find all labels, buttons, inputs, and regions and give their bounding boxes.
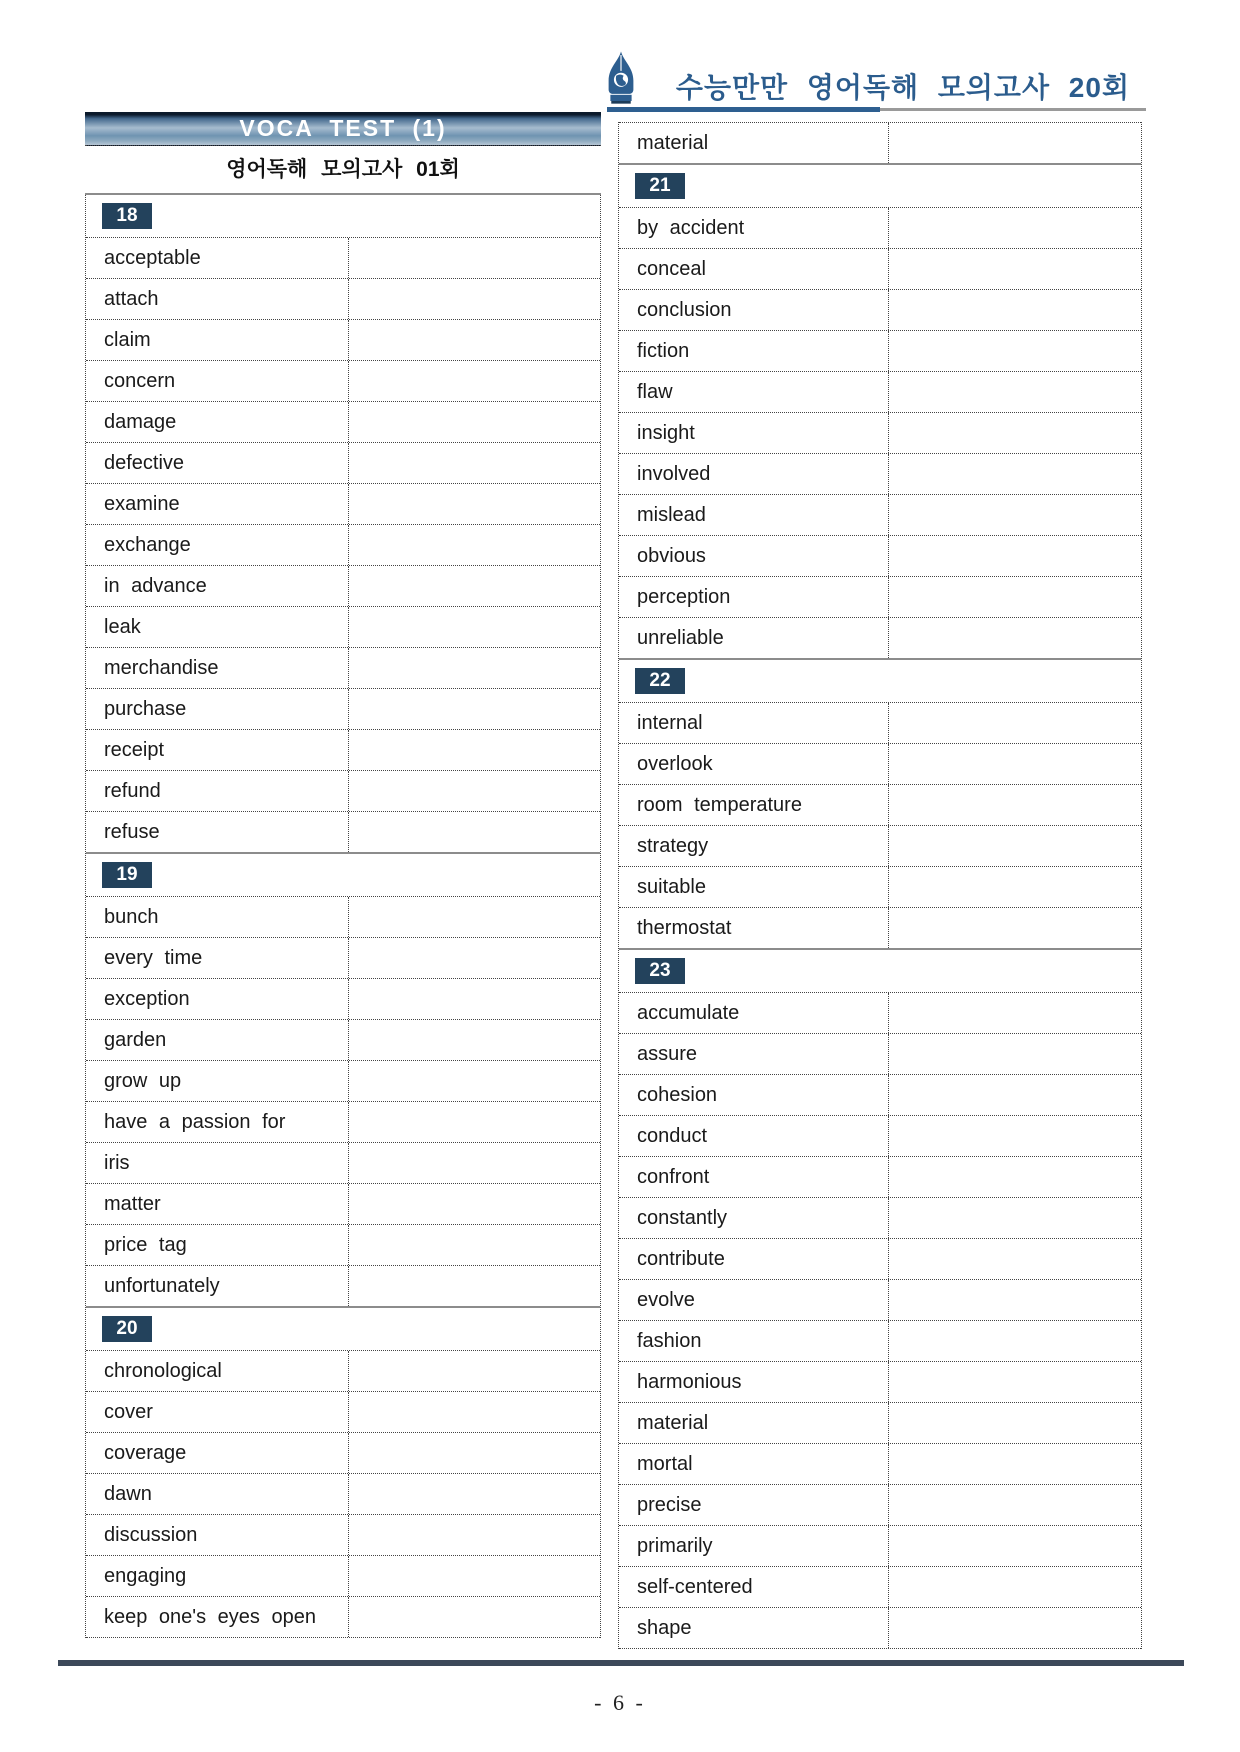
vocab-word: conduct xyxy=(619,1116,889,1156)
answer-cell xyxy=(889,1444,1141,1484)
vocab-row xyxy=(619,1362,1141,1403)
vocab-row xyxy=(86,1225,600,1266)
vocab-word: insight xyxy=(619,413,889,453)
answer-cell xyxy=(349,607,600,647)
vocab-word: coverage xyxy=(86,1433,349,1473)
answer-cell xyxy=(889,1526,1141,1566)
answer-cell xyxy=(889,123,1141,163)
vocab-row xyxy=(619,249,1141,290)
vocab-word: matter xyxy=(86,1184,349,1224)
answer-cell xyxy=(889,290,1141,330)
right-vocab-table xyxy=(618,122,1142,1649)
vocab-word: assure xyxy=(619,1034,889,1074)
vocab-word: in advance xyxy=(86,566,349,606)
answer-cell xyxy=(889,495,1141,535)
answer-cell xyxy=(889,208,1141,248)
vocab-row xyxy=(86,320,600,361)
vocab-word: primarily xyxy=(619,1526,889,1566)
vocab-word: fashion xyxy=(619,1321,889,1361)
vocab-word: purchase xyxy=(86,689,349,729)
vocab-word: harmonious xyxy=(619,1362,889,1402)
answer-cell xyxy=(889,1403,1141,1443)
vocab-word: constantly xyxy=(619,1198,889,1238)
vocab-row xyxy=(86,812,600,852)
vocab-row xyxy=(619,495,1141,536)
vocab-row xyxy=(86,1184,600,1225)
answer-cell xyxy=(349,938,600,978)
vocab-row xyxy=(619,208,1141,249)
vocab-row xyxy=(86,1020,600,1061)
answer-cell xyxy=(349,1597,600,1637)
answer-cell xyxy=(349,1102,600,1142)
answer-cell xyxy=(349,484,600,524)
answer-cell xyxy=(889,993,1141,1033)
answer-cell xyxy=(349,648,600,688)
answer-cell xyxy=(349,1556,600,1596)
answer-cell xyxy=(349,320,600,360)
answer-cell xyxy=(889,1321,1141,1361)
vocab-row xyxy=(86,648,600,689)
section-badge: 21 xyxy=(635,173,685,199)
vocab-row xyxy=(86,279,600,320)
answer-cell xyxy=(889,1362,1141,1402)
vocab-row xyxy=(619,993,1141,1034)
section-badge: 23 xyxy=(635,958,685,984)
vocab-row xyxy=(619,1239,1141,1280)
vocab-row xyxy=(619,1526,1141,1567)
vocab-row xyxy=(86,1515,600,1556)
vocab-word: have a passion for xyxy=(86,1102,349,1142)
vocab-word: internal xyxy=(619,703,889,743)
left-column xyxy=(85,112,601,1638)
answer-cell xyxy=(889,249,1141,289)
vocab-word: receipt xyxy=(86,730,349,770)
vocab-row xyxy=(619,413,1141,454)
vocab-row xyxy=(86,1143,600,1184)
answer-cell xyxy=(349,1474,600,1514)
vocab-word: examine xyxy=(86,484,349,524)
vocab-row xyxy=(619,1075,1141,1116)
vocab-word: perception xyxy=(619,577,889,617)
page-number: - 6 - xyxy=(594,1690,646,1715)
vocab-word: refuse xyxy=(86,812,349,852)
vocab-row xyxy=(86,938,600,979)
answer-cell xyxy=(889,331,1141,371)
vocab-word: room temperature xyxy=(619,785,889,825)
vocab-row xyxy=(619,290,1141,331)
answer-cell xyxy=(349,1061,600,1101)
answer-cell xyxy=(349,525,600,565)
section-badge: 19 xyxy=(102,862,152,888)
vocab-word: cohesion xyxy=(619,1075,889,1115)
vocab-word: price tag xyxy=(86,1225,349,1265)
vocab-word: bunch xyxy=(86,897,349,937)
answer-cell xyxy=(349,361,600,401)
answer-cell xyxy=(349,730,600,770)
vocab-row xyxy=(619,1567,1141,1608)
vocab-word: accumulate xyxy=(619,993,889,1033)
vocab-row xyxy=(619,1444,1141,1485)
vocab-row xyxy=(619,577,1141,618)
vocab-word: mislead xyxy=(619,495,889,535)
vocab-row xyxy=(619,536,1141,577)
vocab-row xyxy=(619,1608,1141,1648)
section-badge-row xyxy=(86,854,600,896)
vocab-word: every time xyxy=(86,938,349,978)
vocab-row xyxy=(619,454,1141,495)
vocab-row xyxy=(619,1034,1141,1075)
vocab-word: material xyxy=(619,123,889,163)
vocab-word: attach xyxy=(86,279,349,319)
vocab-row xyxy=(619,618,1141,658)
answer-cell xyxy=(889,1485,1141,1525)
answer-cell xyxy=(889,785,1141,825)
vocab-word: contribute xyxy=(619,1239,889,1279)
vocab-word: unfortunately xyxy=(86,1266,349,1306)
vocab-row xyxy=(86,402,600,443)
vocab-row xyxy=(619,703,1141,744)
answer-cell xyxy=(889,1198,1141,1238)
vocab-word: exchange xyxy=(86,525,349,565)
vocab-word: iris xyxy=(86,1143,349,1183)
answer-cell xyxy=(889,908,1141,948)
vocab-word: shape xyxy=(619,1608,889,1648)
vocab-word: claim xyxy=(86,320,349,360)
vocab-word: conceal xyxy=(619,249,889,289)
answer-cell xyxy=(349,566,600,606)
vocab-row xyxy=(619,1116,1141,1157)
vocab-row xyxy=(86,361,600,402)
answer-cell xyxy=(349,402,600,442)
vocab-word: evolve xyxy=(619,1280,889,1320)
vocab-row xyxy=(619,1280,1141,1321)
vocab-row xyxy=(86,730,600,771)
vocab-row xyxy=(86,771,600,812)
answer-cell xyxy=(349,1266,600,1306)
vocab-row xyxy=(86,484,600,525)
answer-cell xyxy=(349,689,600,729)
vocab-rows xyxy=(619,992,1141,1649)
vocab-word: dawn xyxy=(86,1474,349,1514)
vocab-word: conclusion xyxy=(619,290,889,330)
answer-cell xyxy=(889,867,1141,907)
vocab-word: flaw xyxy=(619,372,889,412)
answer-cell xyxy=(889,744,1141,784)
section-badge-row xyxy=(619,950,1141,992)
answer-cell xyxy=(889,1116,1141,1156)
vocab-row xyxy=(619,867,1141,908)
vocab-word: chronological xyxy=(86,1351,349,1391)
vocab-word: material xyxy=(619,1403,889,1443)
section-badge-row xyxy=(619,165,1141,207)
right-column xyxy=(618,122,1142,1649)
answer-cell xyxy=(889,1239,1141,1279)
header-title: 수능만만 영어독해 모의고사 20회 xyxy=(675,72,1130,103)
vocab-word: leak xyxy=(86,607,349,647)
header-rule-blue xyxy=(607,107,880,112)
answer-cell xyxy=(889,1280,1141,1320)
vocab-row xyxy=(619,1157,1141,1198)
pen-nib-logo xyxy=(598,48,644,108)
vocab-rows xyxy=(619,122,1141,165)
answer-cell xyxy=(889,618,1141,658)
section-badge: 22 xyxy=(635,668,685,694)
vocab-rows xyxy=(86,237,600,854)
answer-cell xyxy=(349,897,600,937)
vocab-row xyxy=(619,1485,1141,1526)
vocab-row xyxy=(619,908,1141,948)
vocab-word: overlook xyxy=(619,744,889,784)
vocab-row xyxy=(619,1403,1141,1444)
vocab-word: by accident xyxy=(619,208,889,248)
section-badge: 18 xyxy=(102,203,152,229)
answer-cell xyxy=(349,1020,600,1060)
vocab-word: exception xyxy=(86,979,349,1019)
vocab-word: discussion xyxy=(86,1515,349,1555)
vocab-row xyxy=(86,1102,600,1143)
vocab-word: keep one's eyes open xyxy=(86,1597,349,1637)
vocab-word: self-centered xyxy=(619,1567,889,1607)
answer-cell xyxy=(349,1515,600,1555)
answer-cell xyxy=(889,826,1141,866)
vocab-row xyxy=(86,1351,600,1392)
answer-cell xyxy=(889,1034,1141,1074)
section-badge-row xyxy=(86,1308,600,1350)
vocab-row xyxy=(86,689,600,730)
vocab-row xyxy=(86,979,600,1020)
vocab-row xyxy=(86,525,600,566)
vocab-word: precise xyxy=(619,1485,889,1525)
vocab-row xyxy=(86,1392,600,1433)
vocab-row xyxy=(86,1597,600,1637)
header-rule-gray xyxy=(880,108,1146,111)
answer-cell xyxy=(889,1075,1141,1115)
vocab-row xyxy=(86,607,600,648)
vocab-word: involved xyxy=(619,454,889,494)
vocab-word: confront xyxy=(619,1157,889,1197)
vocab-word: suitable xyxy=(619,867,889,907)
vocab-word: refund xyxy=(86,771,349,811)
vocab-row xyxy=(619,1321,1141,1362)
vocab-row xyxy=(86,1061,600,1102)
answer-cell xyxy=(349,812,600,852)
answer-cell xyxy=(889,372,1141,412)
answer-cell xyxy=(889,1157,1141,1197)
vocab-word: strategy xyxy=(619,826,889,866)
vocab-rows xyxy=(619,702,1141,950)
vocab-row xyxy=(619,826,1141,867)
answer-cell xyxy=(349,238,600,278)
answer-cell xyxy=(889,413,1141,453)
vocab-word: defective xyxy=(86,443,349,483)
answer-cell xyxy=(349,1143,600,1183)
answer-cell xyxy=(349,771,600,811)
vocab-word: acceptable xyxy=(86,238,349,278)
vocab-word: grow up xyxy=(86,1061,349,1101)
voca-test-subtitle: 영어독해 모의고사 01회 xyxy=(85,146,601,195)
vocab-word: obvious xyxy=(619,536,889,576)
answer-cell xyxy=(889,703,1141,743)
answer-cell xyxy=(349,979,600,1019)
vocab-rows xyxy=(619,207,1141,660)
answer-cell xyxy=(889,1567,1141,1607)
vocab-row xyxy=(86,1433,600,1474)
vocab-rows xyxy=(86,1350,600,1638)
vocab-word: cover xyxy=(86,1392,349,1432)
vocab-word: unreliable xyxy=(619,618,889,658)
vocab-word: thermostat xyxy=(619,908,889,948)
vocab-row xyxy=(619,744,1141,785)
vocab-word: garden xyxy=(86,1020,349,1060)
answer-cell xyxy=(349,1184,600,1224)
vocab-rows xyxy=(86,896,600,1308)
vocab-row xyxy=(619,1198,1141,1239)
answer-cell xyxy=(349,1392,600,1432)
answer-cell xyxy=(889,454,1141,494)
answer-cell xyxy=(889,577,1141,617)
vocab-row xyxy=(86,1474,600,1515)
left-vocab-table xyxy=(85,195,601,1638)
answer-cell xyxy=(349,1225,600,1265)
section-badge-row xyxy=(86,195,600,237)
answer-cell xyxy=(889,536,1141,576)
vocab-row xyxy=(86,566,600,607)
vocab-row xyxy=(86,1556,600,1597)
vocab-row xyxy=(86,897,600,938)
answer-cell xyxy=(349,1351,600,1391)
vocab-row xyxy=(86,1266,600,1306)
section-badge-row xyxy=(619,660,1141,702)
voca-test-title: VOCA TEST (1) xyxy=(85,112,601,146)
vocab-word: fiction xyxy=(619,331,889,371)
vocab-word: mortal xyxy=(619,1444,889,1484)
vocab-word: merchandise xyxy=(86,648,349,688)
vocab-row xyxy=(619,785,1141,826)
section-badge: 20 xyxy=(102,1316,152,1342)
answer-cell xyxy=(349,1433,600,1473)
vocab-word: damage xyxy=(86,402,349,442)
answer-cell xyxy=(349,279,600,319)
vocab-word: concern xyxy=(86,361,349,401)
footer-divider xyxy=(58,1660,1184,1666)
vocab-row xyxy=(86,238,600,279)
vocab-row xyxy=(86,443,600,484)
vocab-row xyxy=(619,372,1141,413)
vocab-word: engaging xyxy=(86,1556,349,1596)
answer-cell xyxy=(889,1608,1141,1648)
answer-cell xyxy=(349,443,600,483)
vocab-row xyxy=(619,123,1141,163)
vocab-row xyxy=(619,331,1141,372)
